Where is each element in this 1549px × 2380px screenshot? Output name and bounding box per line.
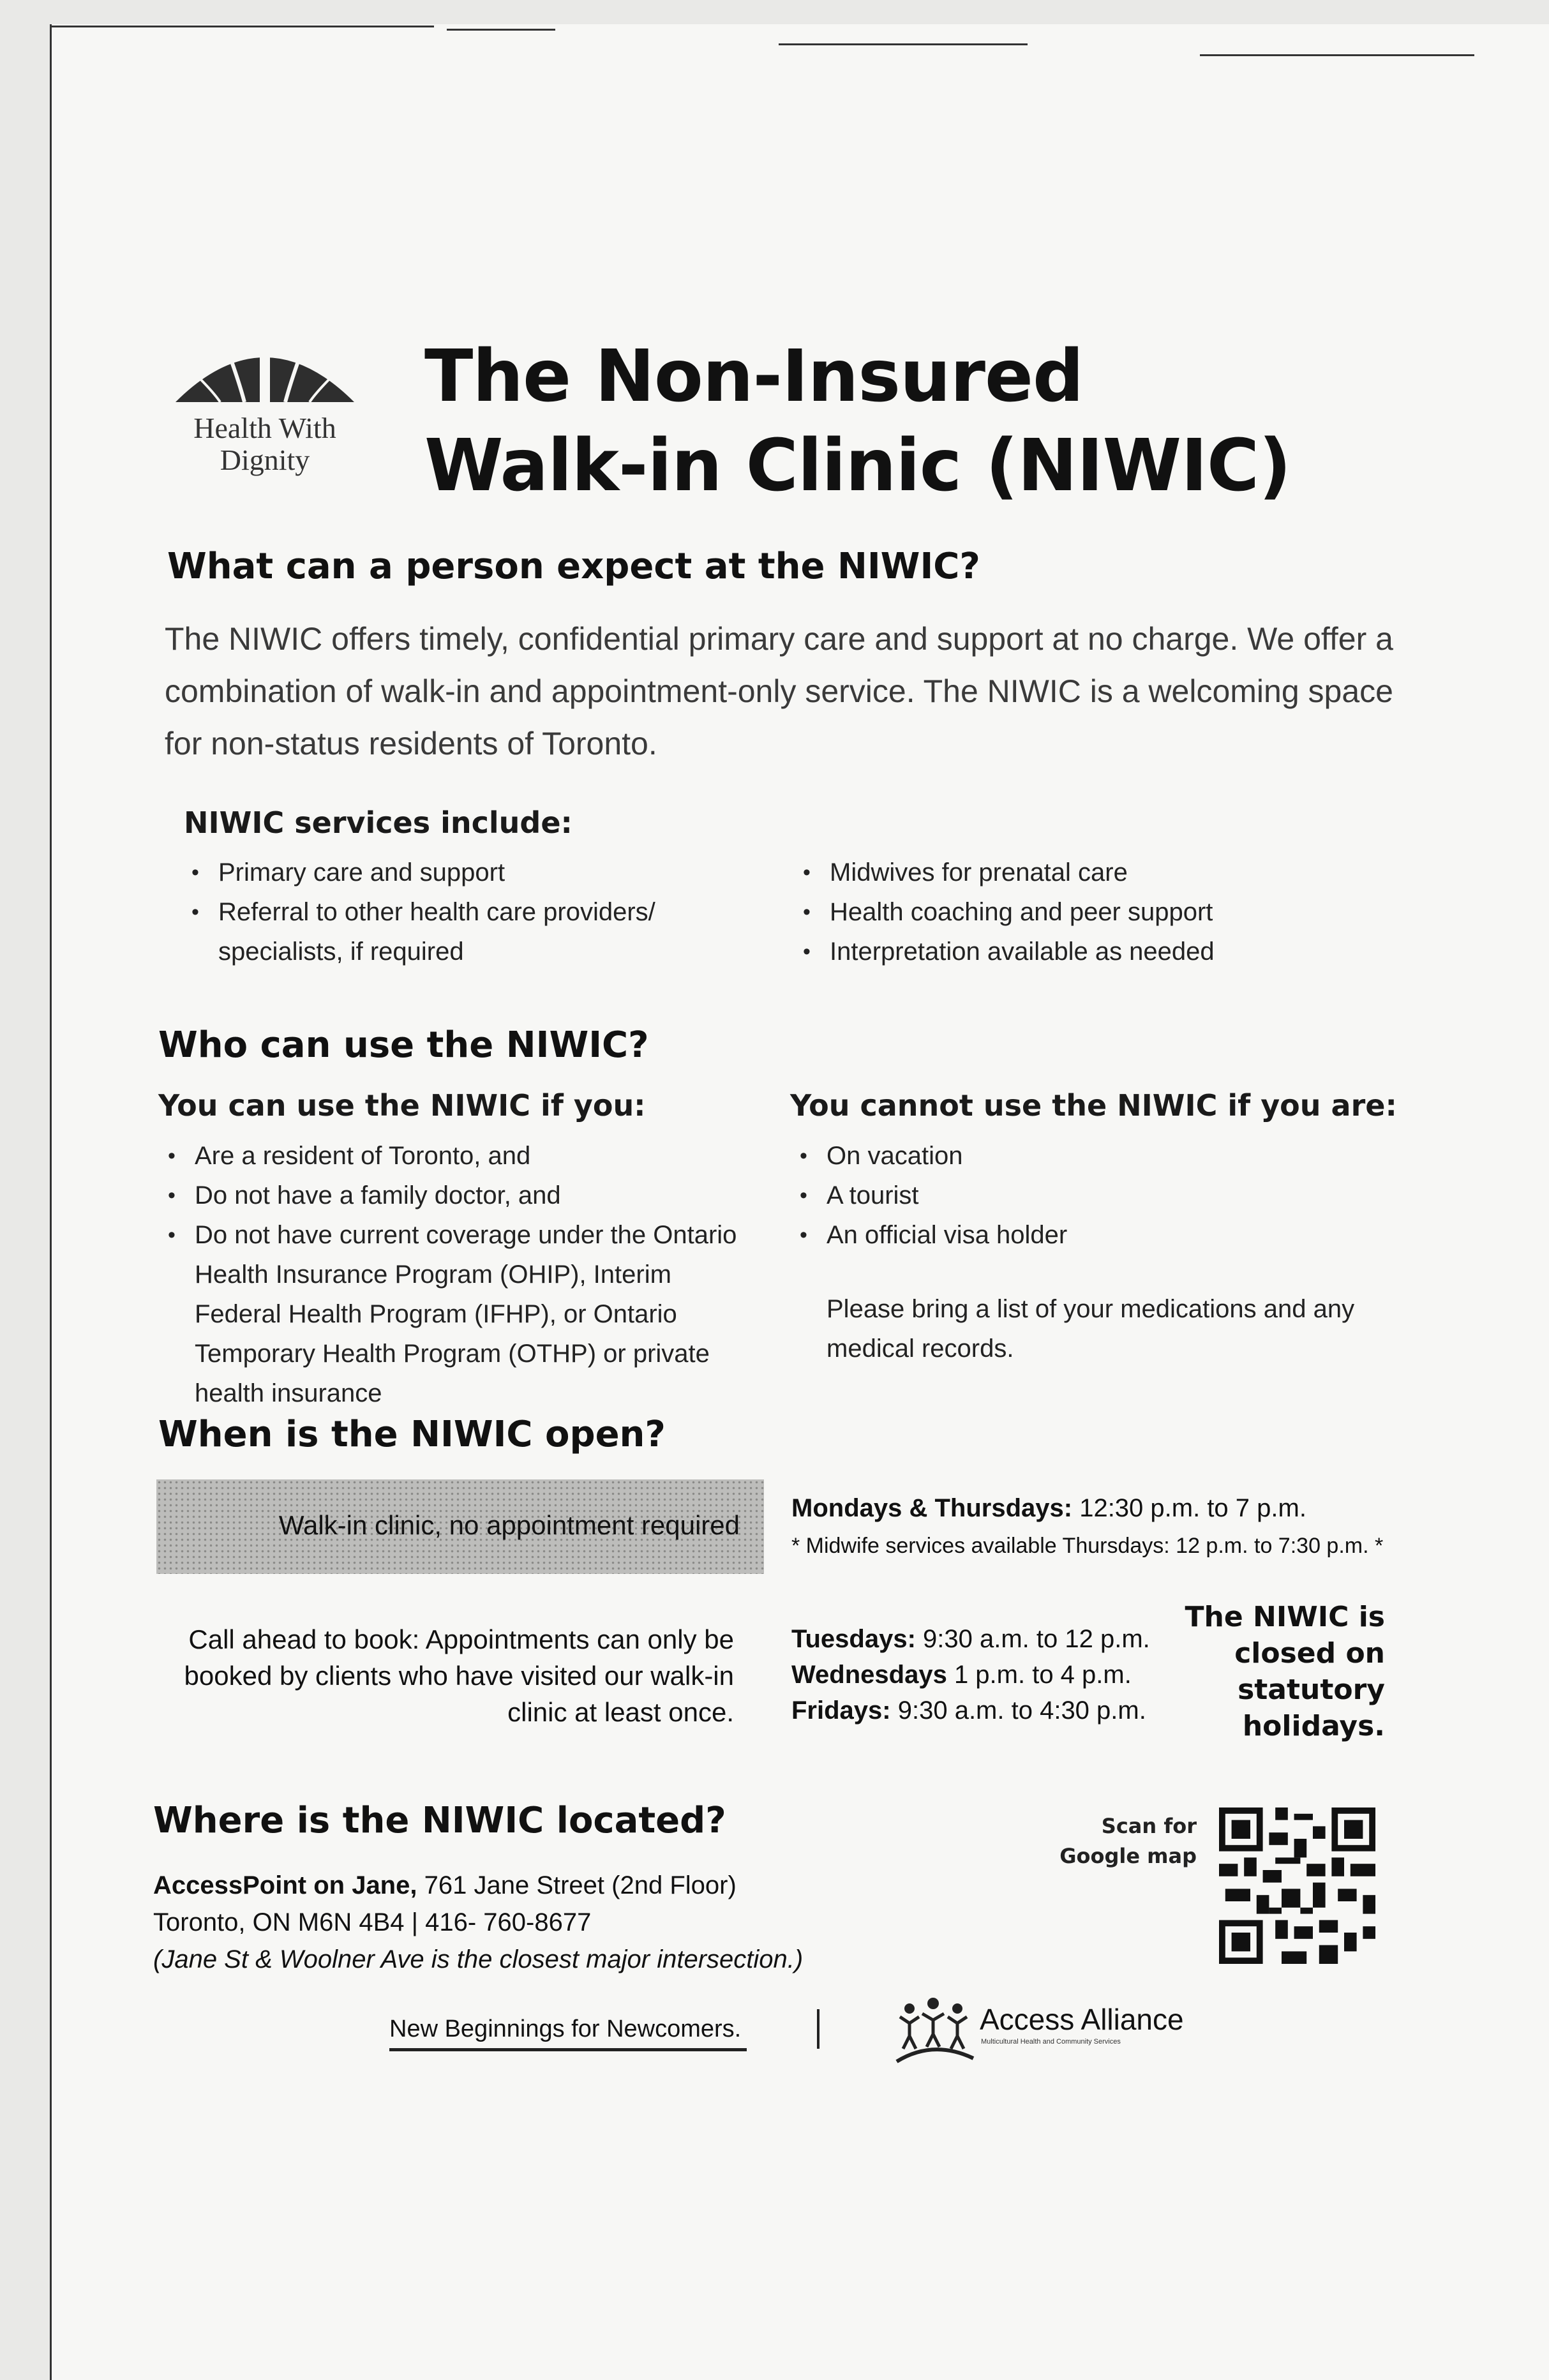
callahead-label: Call ahead to book: [188,1624,420,1654]
walkin-days: Mondays & Thursdays: [791,1494,1073,1522]
list-item: • On vacation [795,1136,1369,1176]
qr-code-icon[interactable] [1219,1807,1375,1964]
address-line-1: AccessPoint on Jane, 761 Jane Street (2nd Floor) [153,1871,737,1899]
list-item: • Do not have a family doctor, and [163,1176,756,1215]
footer-divider [817,2009,819,2049]
list-item: • Health coaching and peer support [798,892,1372,932]
services-list-left [186,853,716,971]
access-alliance-subtitle: Multicultural Health and Community Services [981,2038,1121,2046]
friday-hours: Fridays: 9:30 a.m. to 4:30 p.m. [791,1696,1146,1725]
walkin-time: 12:30 p.m. to 7 p.m. [1079,1494,1306,1522]
page-title: The Non-Insured Walk-in Clinic (NIWIC) [424,335,1291,507]
location-heading: Where is the NIWIC located? [153,1800,726,1841]
list-item: • Do not have current coverage under the Ontario Health Insurance Program (OHIP), Interim Federal Health Program (IFHP), or Ontario Temporary Health Program (OTHP) or private health insurance [163,1215,756,1413]
services-list-right [798,853,1372,971]
walkin-label: Walk-in clinic, no appointment required [278,1510,740,1540]
callahead-body: Appointments can only be booked by clients who have visited our walk-in clinic at least once. [184,1624,734,1727]
who-heading: Who can use the NIWIC? [158,1024,649,1066]
list-item: • Are a resident of Toronto, and [163,1136,756,1176]
tuesday-hours: Tuesdays: 9:30 a.m. to 12 p.m. [791,1625,1150,1653]
top-rule-4 [1200,54,1474,56]
top-rule-2 [447,29,555,31]
appointment-hours [791,1621,1150,1728]
address-line-3: (Jane St & Woolner Ave is the closest major intersection.) [153,1945,804,1973]
new-beginnings-logo: New Beginnings for Newcomers. [389,2016,747,2051]
cannot-use-list [795,1136,1369,1255]
wednesday-hours: Wednesdays 1 p.m. to 4 p.m. [791,1661,1132,1689]
expect-body: The NIWIC offers timely, confidential primary care and support at no charge. We offer a combination of walk-in and appointment-only service. The NIWIC is a welcoming space for non-status residents of Toronto. [165,621,1393,761]
list-item: • Interpretation available as needed [798,932,1372,971]
list-item: • Primary care and support [186,853,716,892]
bring-note: Please bring a list of your medications and any medical records. [827,1295,1355,1363]
can-use-heading: You can use the NIWIC if you: [158,1088,646,1123]
expect-heading: What can a person expect at the NIWIC? [167,546,980,587]
health-with-dignity-logo [160,338,370,504]
top-rule-1 [51,26,434,27]
open-heading: When is the NIWIC open? [158,1414,666,1455]
can-use-list [163,1136,756,1413]
walkin-hours [791,1490,1306,1526]
list-item: • Midwives for prenatal care [798,853,1372,892]
callahead-text [160,1621,734,1730]
address-block [153,1867,855,1978]
list-item: • A tourist [795,1176,1369,1215]
closed-holidays-note: The NIWIC is closed on statutory holidays. [1185,1601,1385,1742]
umbrella-icon [169,338,361,408]
top-rule-3 [779,43,1028,45]
people-icon [894,1995,977,2065]
walkin-label-box [156,1479,764,1574]
list-item: • Referral to other health care providers/ specialists, if required [186,892,716,971]
access-alliance-logo [894,1995,1187,2065]
address-line-2: Toronto, ON M6N 4B4 | 416- 760-8677 [153,1908,592,1936]
midwife-note: * Midwife services available Thursdays: 12 p.m. to 7:30 p.m. * [791,1534,1384,1558]
logo-text: Health With Dignity [193,412,336,476]
cannot-use-heading: You cannot use the NIWIC if you are: [790,1088,1397,1123]
list-item: • An official visa holder [795,1215,1369,1255]
scan-label: Scan for Google map [1059,1814,1197,1868]
services-heading: NIWIC services include: [184,805,572,840]
access-alliance-name: Access Alliance [980,2003,1184,2036]
